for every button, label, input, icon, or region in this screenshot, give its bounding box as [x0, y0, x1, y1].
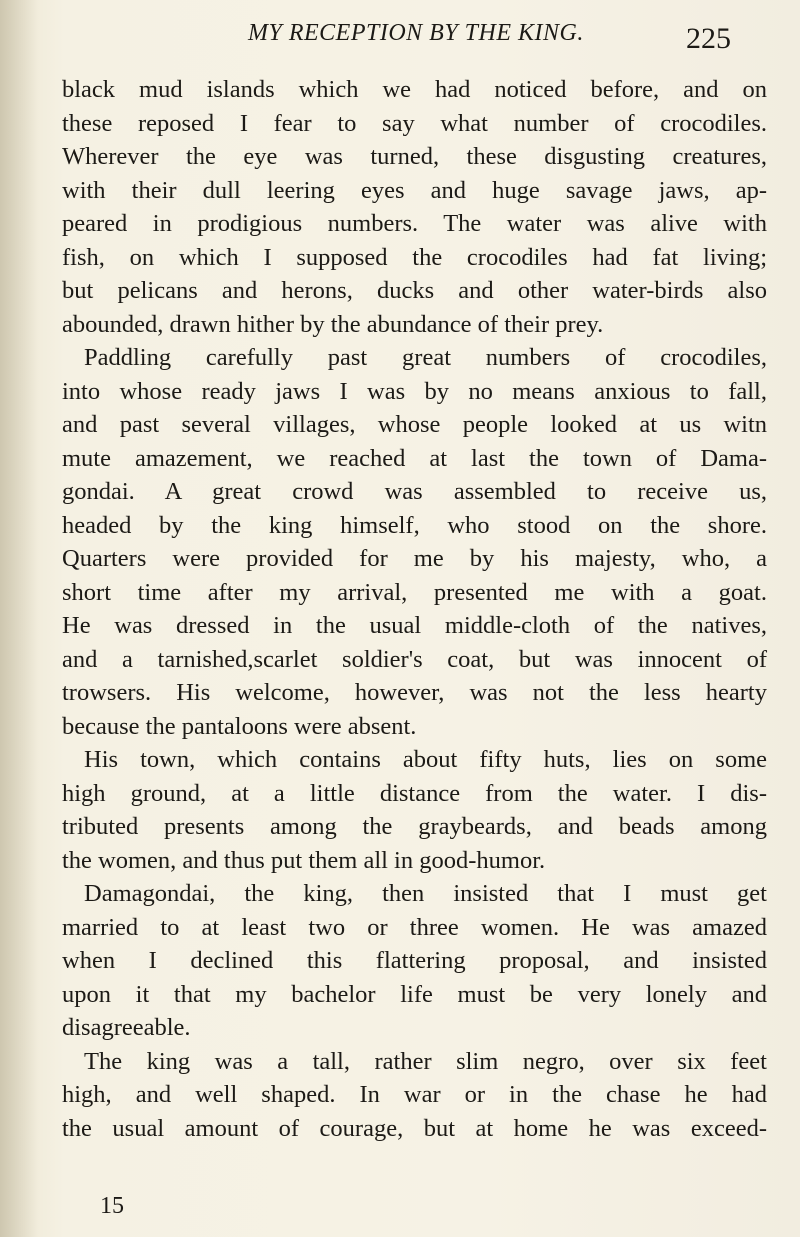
text-line: and past several villages, whose people looked at us witn: [62, 411, 767, 438]
running-title: MY RECEPTION BY THE KING.: [248, 20, 584, 46]
text-line: the usual amount of courage, but at home he was exceed-: [62, 1114, 767, 1142]
text-line: gondai. A great crowd was assembled to receive us,: [62, 478, 767, 505]
running-head: [0, 18, 800, 64]
text-line: these reposed I fear to say what number of crocodiles.: [62, 109, 767, 137]
text-line: Damagondai, the king, then insisted that I must get: [84, 880, 767, 907]
text-line: with their dull leering eyes and huge savage jaws, ap-: [62, 176, 767, 204]
text-line: The king was a tall, rather slim negro, over six feet: [84, 1047, 767, 1075]
text-line: peared in prodigious numbers. The water was alive with: [62, 210, 767, 237]
signature-mark: 15: [100, 1193, 124, 1219]
text-line: disagreeable.: [62, 1014, 191, 1041]
text-line: and a tarnished,scarlet soldier's coat, but was innocent of: [62, 645, 767, 673]
text-line: black mud islands which we had noticed before, and on: [62, 76, 767, 103]
text-line: fish, on which I supposed the crocodiles had fat living;: [62, 243, 767, 271]
body-text: [62, 73, 767, 1145]
text-line: high ground, at a little distance from the water. I dis-: [62, 779, 767, 807]
gutter-shadow: [0, 0, 38, 1237]
text-line: married to at least two or three women. He was amazed: [62, 913, 767, 941]
text-line: tributed presents among the graybeards, and beads among: [62, 813, 767, 840]
text-line: headed by the king himself, who stood on the shore.: [62, 511, 767, 539]
text-line: because the pantaloons were absent.: [62, 712, 417, 740]
text-line: Paddling carefully past great numbers of crocodiles,: [84, 344, 767, 371]
text-line: trowsers. His welcome, however, was not the less hearty: [62, 679, 767, 706]
text-line: high, and well shaped. In war or in the chase he had: [62, 1081, 767, 1108]
text-line: upon it that my bachelor life must be very lonely and: [62, 980, 767, 1008]
text-line: mute amazement, we reached at last the town of Dama-: [62, 444, 767, 472]
text-line: short time after my arrival, presented me with a goat.: [62, 578, 767, 606]
text-line: He was dressed in the usual middle-cloth of the natives,: [62, 612, 767, 639]
text-line: when I declined this flattering proposal, and insisted: [62, 947, 767, 974]
text-line: Quarters were provided for me by his majesty, who, a: [62, 545, 767, 572]
text-line: the women, and thus put them all in good-humor.: [62, 846, 546, 874]
text-line: abounded, drawn hither by the abundance of their prey.: [62, 310, 604, 338]
page-number: 225: [686, 22, 731, 55]
text-line: His town, which contains about fifty huts, lies on some: [84, 746, 767, 773]
text-line: but pelicans and herons, ducks and other water-birds also: [62, 277, 767, 304]
text-line: Wherever the eye was turned, these disgusting creatures,: [62, 143, 767, 170]
text-line: into whose ready jaws I was by no means anxious to fall,: [62, 377, 767, 405]
